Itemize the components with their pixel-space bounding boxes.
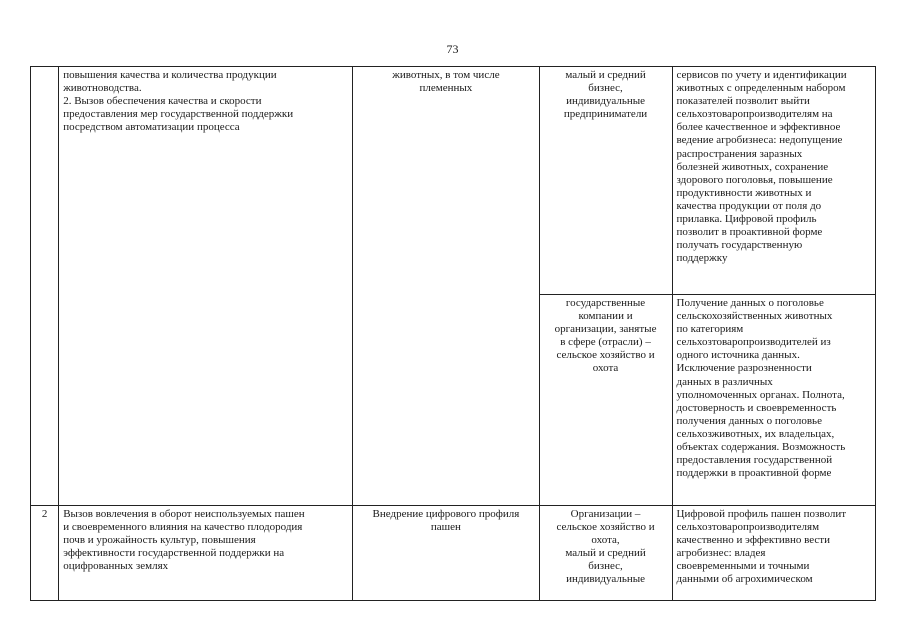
measure-cell: животных, в том числе племенных xyxy=(353,67,539,506)
measure-cell: Внедрение цифрового профиля пашен xyxy=(353,506,539,601)
row-number-cell xyxy=(31,67,59,506)
target-group-cell: государственные компании и организации, занятые в сфере (отрасли) – сельское хозяйство и охота xyxy=(539,295,672,506)
challenges-cell: Вызов вовлечения в оборот неиспользуемых пашен и своевременного влияния на качество плодородия почв и урожайность культур, повышения эффективности государственной поддержки на оцифрованных землях xyxy=(59,506,353,601)
table-row xyxy=(31,67,876,295)
effect-cell: Цифровой профиль пашен позволит сельхозтоваропроизводителям качественно и эффективно вести агробизнес: владея своевременными и точными данными об агрохимическом xyxy=(672,506,875,601)
challenges-cell: повышения качества и количества продукции животноводства. 2. Вызов обеспечения качества и скорости предоставления мер государственной поддержки посредством автоматизации процесса xyxy=(59,67,353,506)
measures-table xyxy=(30,66,876,601)
page-number: 73 xyxy=(446,42,459,56)
target-group-cell: малый и средний бизнес, индивидуальные предприниматели xyxy=(539,67,672,295)
row-number-cell: 2 xyxy=(31,506,59,601)
table-row xyxy=(31,506,876,601)
effect-cell: Получение данных о поголовье сельскохозяйственных животных по категориям сельхозтоваропроизводителей из одного источника данных. Исключение разрозненности данных в различных уполномоченных органах. Полнота, достоверность и своевременность получения данных о поголовье сельхозживотных, их владельцах, объектах содержания. Возможность предоставления государственной поддержки в проактивной форме xyxy=(672,295,875,506)
effect-cell: сервисов по учету и идентификации животных с определенным набором показателей позволит выйти сельхозтоваропроизводителям на более качественное и эффективное ведение агробизнеса: недопущение распространения заразных болезней животных, сохранение здорового поголовья, повышение продуктивности животных и качества продукции от поля до прилавка. Цифровой профиль позволит в проактивной форме получать государственную поддержку xyxy=(672,67,875,295)
target-group-cell: Организации – сельское хозяйство и охота, малый и средний бизнес, индивидуальные xyxy=(539,506,672,601)
